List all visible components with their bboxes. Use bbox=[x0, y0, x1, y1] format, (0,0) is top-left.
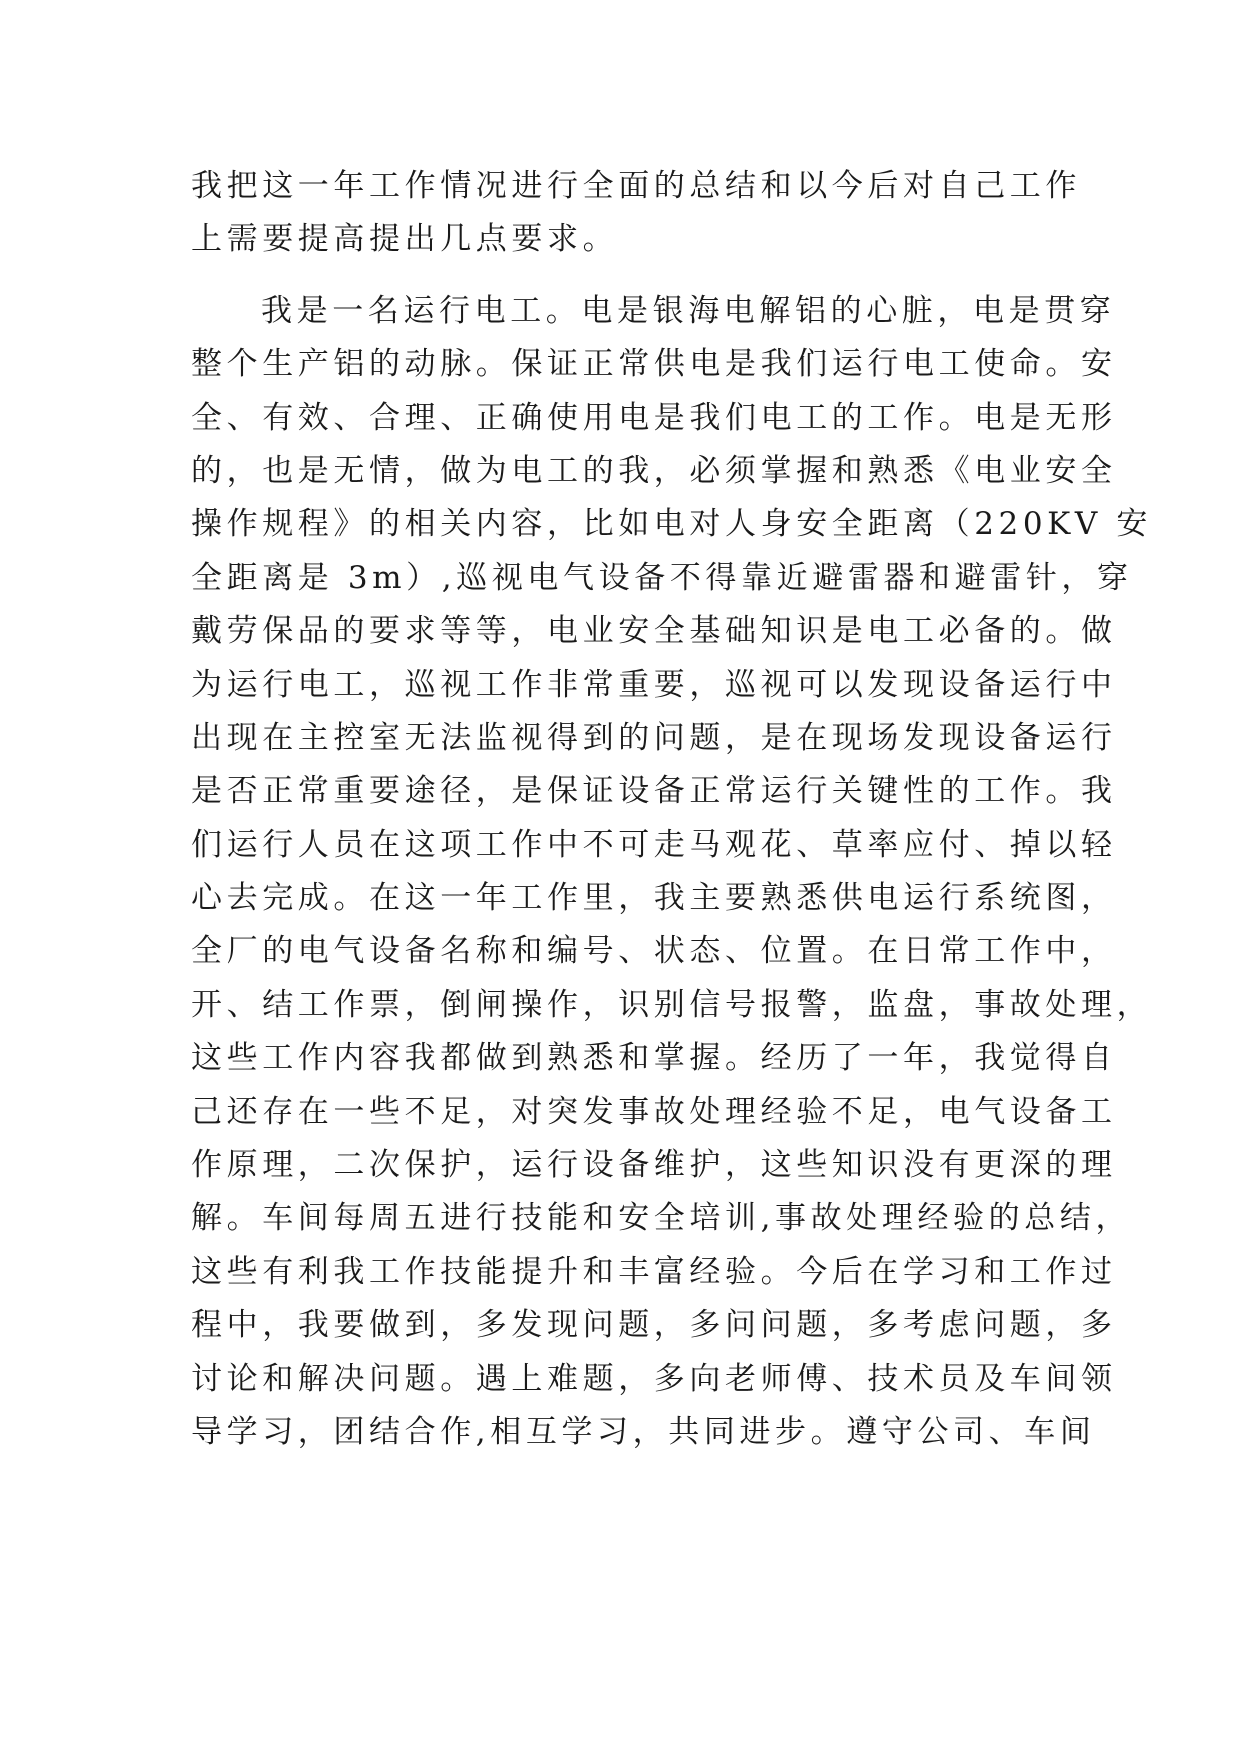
paragraph-1 bbox=[191, 160, 1081, 267]
text-line: 出现在主控室无法监视得到的问题，是在现场发现设备运行 bbox=[191, 719, 1117, 756]
text-line: 我把这一年工作情况进行全面的总结和以今后对自己工作 bbox=[191, 168, 1081, 204]
text-line: 全厂的电气设备名称和编号、状态、位置。在日常工作中， bbox=[191, 933, 1117, 970]
text-line: 的，也是无情，做为电工的我，必须掌握和熟悉《电业安全 bbox=[191, 452, 1117, 489]
text-line: 开、结工作票，倒闸操作，识别信号报警，监盘，事故处理， bbox=[191, 986, 1153, 1023]
text-line: 我是一名运行电工。电是银海电解铝的心脏，电是贯穿 bbox=[261, 292, 1116, 329]
text-line: 上需要提高提出几点要求。 bbox=[191, 221, 619, 258]
text-line: 全距离是 3m）,巡视电气设备不得靠近避雷器和避雷针，穿 bbox=[191, 559, 1133, 596]
text-line: 解。车间每周五进行技能和安全培训,事故处理经验的总结， bbox=[191, 1200, 1132, 1237]
text-line: 为运行电工，巡视工作非常重要，巡视可以发现设备运行中 bbox=[191, 666, 1117, 703]
text-line: 程中，我要做到，多发现问题，多问问题，多考虑问题，多 bbox=[191, 1307, 1117, 1344]
document-body bbox=[191, 160, 1153, 1459]
text-line: 们运行人员在这项工作中不可走马观花、草率应付、掉以轻 bbox=[191, 826, 1117, 863]
paragraph-2 bbox=[191, 285, 1153, 1460]
text-line: 戴劳保品的要求等等，电业安全基础知识是电工必备的。做 bbox=[191, 613, 1117, 650]
text-line: 己还存在一些不足，对突发事故处理经验不足，电气设备工 bbox=[191, 1093, 1117, 1130]
text-line: 作原理，二次保护，运行设备维护，这些知识没有更深的理 bbox=[191, 1147, 1117, 1184]
text-line: 整个生产铝的动脉。保证正常供电是我们运行电工使命。安 bbox=[191, 346, 1117, 383]
text-line: 心去完成。在这一年工作里，我主要熟悉供电运行系统图， bbox=[191, 880, 1117, 917]
text-line: 导学习，团结合作,相互学习，共同进步。遵守公司、车间 bbox=[191, 1413, 1096, 1450]
text-line: 讨论和解决问题。遇上难题，多向老师傅、技术员及车间领 bbox=[191, 1360, 1117, 1397]
text-line: 是否正常重要途径，是保证设备正常运行关键性的工作。我 bbox=[191, 773, 1117, 810]
text-line: 全、有效、合理、正确使用电是我们电工的工作。电是无形 bbox=[191, 399, 1117, 436]
text-line: 操作规程》的相关内容，比如电对人身安全距离（220KV 安 bbox=[191, 506, 1152, 543]
text-line: 这些有利我工作技能提升和丰富经验。今后在学习和工作过 bbox=[191, 1253, 1117, 1290]
paragraph-gap bbox=[191, 267, 1051, 285]
text-line: 这些工作内容我都做到熟悉和掌握。经历了一年，我觉得自 bbox=[191, 1040, 1117, 1077]
